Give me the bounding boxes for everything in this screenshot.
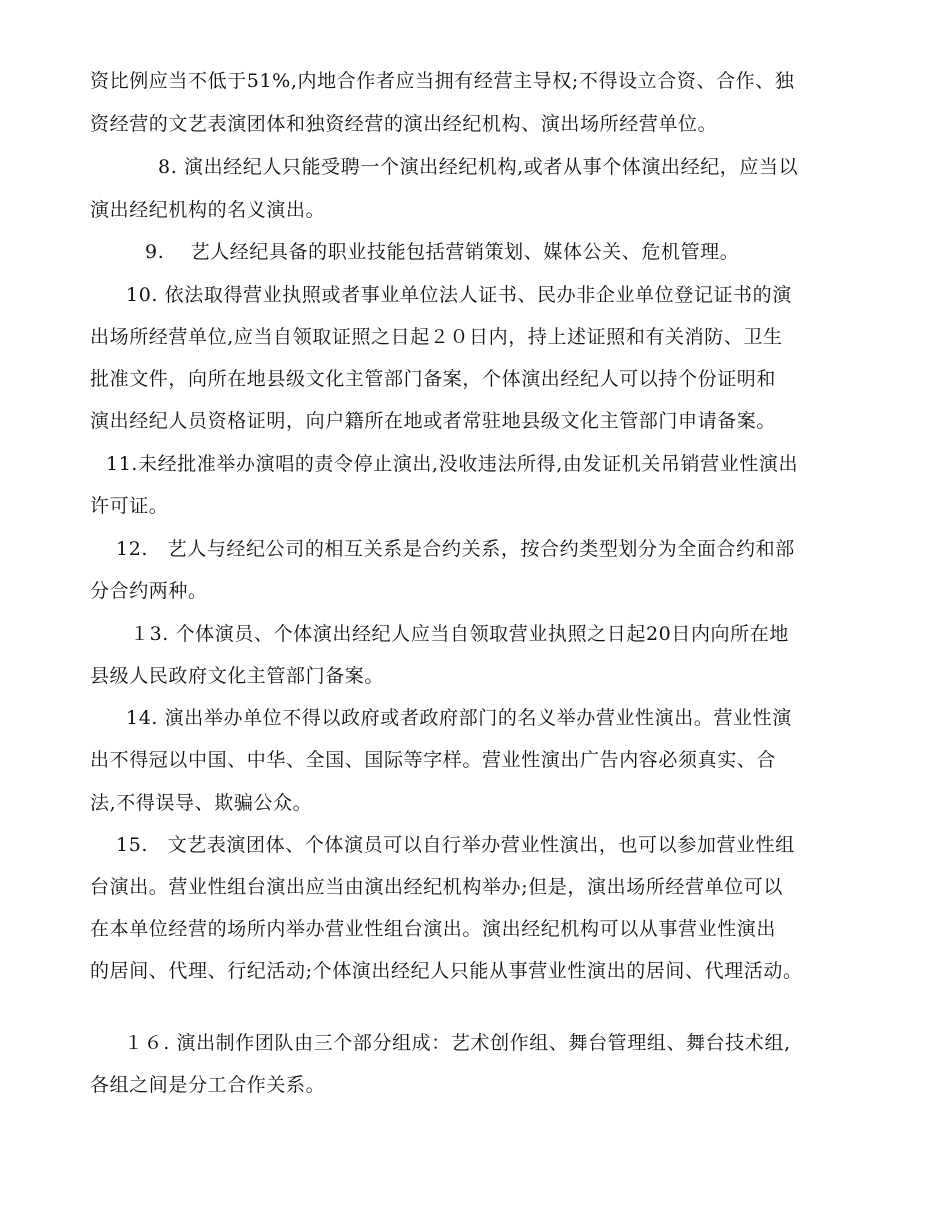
text-line: 资比例应当不低于51%,内地合作者应当拥有经营主导权;不得设立合资、合作、独 [90, 70, 795, 92]
item-12-first-line: 12. 艺人与经纪公司的相互关系是合约关系，按合约类型划分为全面合约和部 [116, 538, 795, 560]
text-line: 演出经纪人员资格证明，向户籍所在地或者常驻地县级文化主管部门申请备案。 [90, 410, 777, 432]
item-15-first-line: 15. 文艺表演团体、个体演员可以自行举办营业性演出，也可以参加营业性组 [116, 834, 795, 856]
text-line: 的居间、代理、行纪活动;个体演出经纪人只能从事营业性演出的居间、代理活动。 [90, 960, 803, 982]
text-line: 分合约两种。 [90, 580, 208, 602]
text-line: 资经营的文艺表演团体和独资经营的演出经纪机构、演出场所经营单位。 [90, 113, 718, 135]
item-10-first-line: 10. 依法取得营业执照或者事业单位法人证书、民办非企业单位登记证书的演 [126, 284, 792, 306]
text-line: 出场所经营单位,应当自领取证照之日起２０日内，持上述证照和有关消防、卫生 [90, 326, 783, 348]
item-9-line: 9. 艺人经纪具备的职业技能包括营销策划、媒体公关、危机管理。 [145, 241, 740, 263]
text-line: 县级人民政府文化主管部门备案。 [90, 665, 385, 687]
text-line: 各组之间是分工合作关系。 [90, 1074, 326, 1096]
item-13-first-line: １3. 个体演员、个体演出经纪人应当自领取营业执照之日起20日内向所在地 [130, 623, 789, 645]
text-line: 出不得冠以中国、中华、全国、国际等字样。营业性演出广告内容必须真实、合 [90, 749, 777, 771]
text-line: 许可证。 [90, 495, 169, 517]
text-line: 批准文件，向所在地县级文化主管部门备案，个体演出经纪人可以持个份证明和 [90, 368, 777, 390]
text-line: 台演出。营业性组台演出应当由演出经纪机构举办;但是，演出场所经营单位可以 [90, 876, 784, 898]
text-line: 演出经纪机构的名义演出。 [90, 199, 326, 221]
text-line: 在本单位经营的场所内举办营业性组台演出。演出经纪机构可以从事营业性演出 [90, 918, 777, 940]
item-11-first-line: 11.未经批准举办演唱的责令停止演出,没收违法所得,由发证机关吊销营业性演出 [106, 453, 799, 475]
text-line: 法,不得误导、欺骗公众。 [90, 792, 313, 814]
item-14-first-line: 14. 演出举办单位不得以政府或者政府部门的名义举办营业性演出。营业性演 [126, 707, 792, 729]
item-16-first-line: １６. 演出制作团队由三个部分组成：艺术创作组、舞台管理组、舞台技术组, [124, 1032, 791, 1054]
item-8-first-line: 8. 演出经纪人只能受聘一个演出经纪机构,或者从事个体演出经纪，应当以 [158, 156, 799, 178]
